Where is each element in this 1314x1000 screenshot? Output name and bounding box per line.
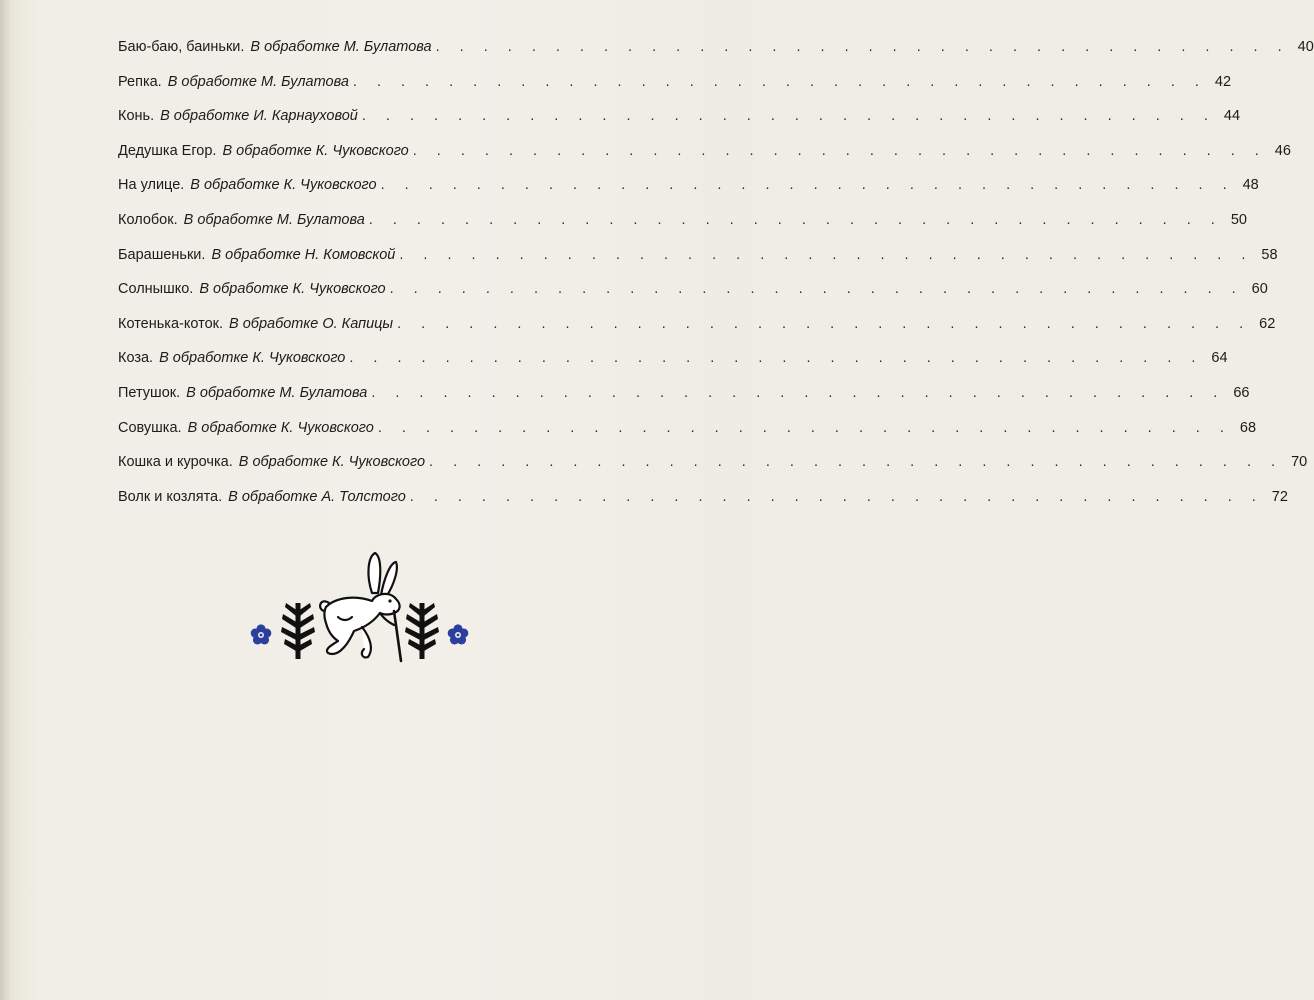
dot-leader: . . . . . . . . . . . . . . . . . . . . . . . . . . . . . . . . . . . . [377,419,1232,436]
toc-entry-title: Конь. [118,108,155,125]
dot-leader: . . . . . . . . . . . . . . . . . . . . . . . . . . . . . . . . . . . . [371,384,1226,401]
toc-entry-page: 42 [1214,73,1232,90]
toc-entry-page: 40 [1297,39,1314,56]
toc-entry-credit: В обработке М. Булатова [250,39,432,56]
toc-entry [118,411,1257,446]
toc-entry-credit: В обработке К. Чуковского [190,177,377,194]
toc-entry [118,272,1268,307]
fir-sprig-icon [281,603,315,659]
toc-entry-page: 66 [1233,384,1250,401]
toc-entry-credit: В обработке К. Чуковского [222,142,409,159]
dot-leader: . . . . . . . . . . . . . . . . . . . . . . . . . . . . . . . . . . . . [361,108,1216,125]
toc-entry [118,203,1247,238]
toc-entry-credit: В обработке К. Чуковского [187,419,374,436]
toc-entry-title: Кошка и курочка. [118,454,233,471]
toc-entry [118,445,1308,480]
toc-entry-credit: В обработке А. Толстого [228,488,406,505]
toc-entry-title: Коза. [118,350,154,367]
dot-leader: . . . . . . . . . . . . . . . . . . . . . . . . . . . . . . . . . . . . [397,315,1252,332]
dot-leader: . . . . . . . . . . . . . . . . . . . . . . . . . . . . . . . . . . . . [380,177,1235,194]
blue-flower-icon [448,624,469,644]
toc-entry-page: 70 [1291,454,1308,471]
toc-entry-title: Барашеньки. [118,246,206,263]
toc-entry-credit: В обработке М. Булатова [186,384,368,401]
toc-entry-title: Колобок. [118,212,178,229]
toc-entry [118,168,1259,203]
toc-entry-credit: В обработке И. Карнауховой [160,108,358,125]
toc-entry-title: Баю-баю, баиньки. [118,39,245,56]
toc-entry-credit: В обработке О. Капицы [229,315,394,332]
table-of-contents [118,30,1314,514]
toc-entry-title: На улице. [118,177,185,194]
dot-leader: . . . . . . . . . . . . . . . . . . . . . . . . . . . . . . . . . . . . [352,73,1207,90]
dot-leader: . . . . . . . . . . . . . . . . . . . . . . . . . . . . . . . . . . . . [389,281,1244,298]
toc-entry [118,134,1291,169]
toc-entry-page: 62 [1259,315,1276,332]
toc-entry-title: Волк и козлята. [118,488,223,505]
toc-entry-credit: В обработке М. Булатова [167,73,349,90]
dot-leader: . . . . . . . . . . . . . . . . . . . . . . . . . . . . . . . . . . . . [399,246,1254,263]
toc-entry-title: Репка. [118,73,162,90]
toc-entry-page: 50 [1230,212,1247,229]
toc-entry-page: 44 [1223,108,1241,125]
toc-entry-credit: В обработке К. Чуковского [199,281,386,298]
dot-leader: . . . . . . . . . . . . . . . . . . . . . . . . . . . . . . . . . . . . [409,488,1264,505]
toc-entry-page: 58 [1261,246,1278,263]
toc-entry-credit: В обработке К. Чуковского [238,454,426,471]
toc-entry [118,65,1232,100]
toc-entry-page: 48 [1242,177,1259,194]
toc-entry [118,341,1228,376]
toc-entry [118,99,1241,134]
toc-entry-title: Котенька-коток. [118,315,224,332]
toc-entry-page: 60 [1251,281,1268,298]
toc-entry-title: Совушка. [118,419,182,436]
toc-entry [118,307,1276,342]
dot-leader: . . . . . . . . . . . . . . . . . . . . . . . . . . . . . . . . . . . . [412,142,1267,159]
toc-entry-page: 68 [1239,419,1257,436]
toc-entry-title: Солнышко. [118,281,194,298]
blue-flower-icon [251,624,272,644]
dot-leader: . . . . . . . . . . . . . . . . . . . . . . . . . . . . . . . . . . . . [429,454,1284,471]
toc-entry-credit: В обработке Н. Комовской [211,246,396,263]
toc-entry-title: Петушок. [118,384,181,401]
toc-entry [118,376,1250,411]
dot-leader: . . . . . . . . . . . . . . . . . . . . . . . . . . . . . . . . . . . . [349,350,1204,367]
dot-leader: . . . . . . . . . . . . . . . . . . . . . . . . . . . . . . . . . . . . [435,39,1290,56]
fir-sprig-icon [405,603,439,659]
page-gutter-shadow [0,0,10,1000]
toc-entry [118,238,1278,273]
dot-leader: . . . . . . . . . . . . . . . . . . . . . . . . . . . . . . . . . . . . [368,212,1223,229]
hare-icon [320,553,401,661]
toc-entry-credit: В обработке М. Булатова [183,212,365,229]
toc-entry-page: 72 [1271,488,1288,505]
toc-entry [118,30,1314,65]
toc-entry [118,480,1288,515]
hare-vignette [244,545,474,675]
toc-entry-title: Дедушка Егор. [118,142,217,159]
toc-entry-page: 64 [1211,350,1228,367]
toc-entry-page: 46 [1274,142,1291,159]
toc-entry-credit: В обработке К. Чуковского [159,350,346,367]
